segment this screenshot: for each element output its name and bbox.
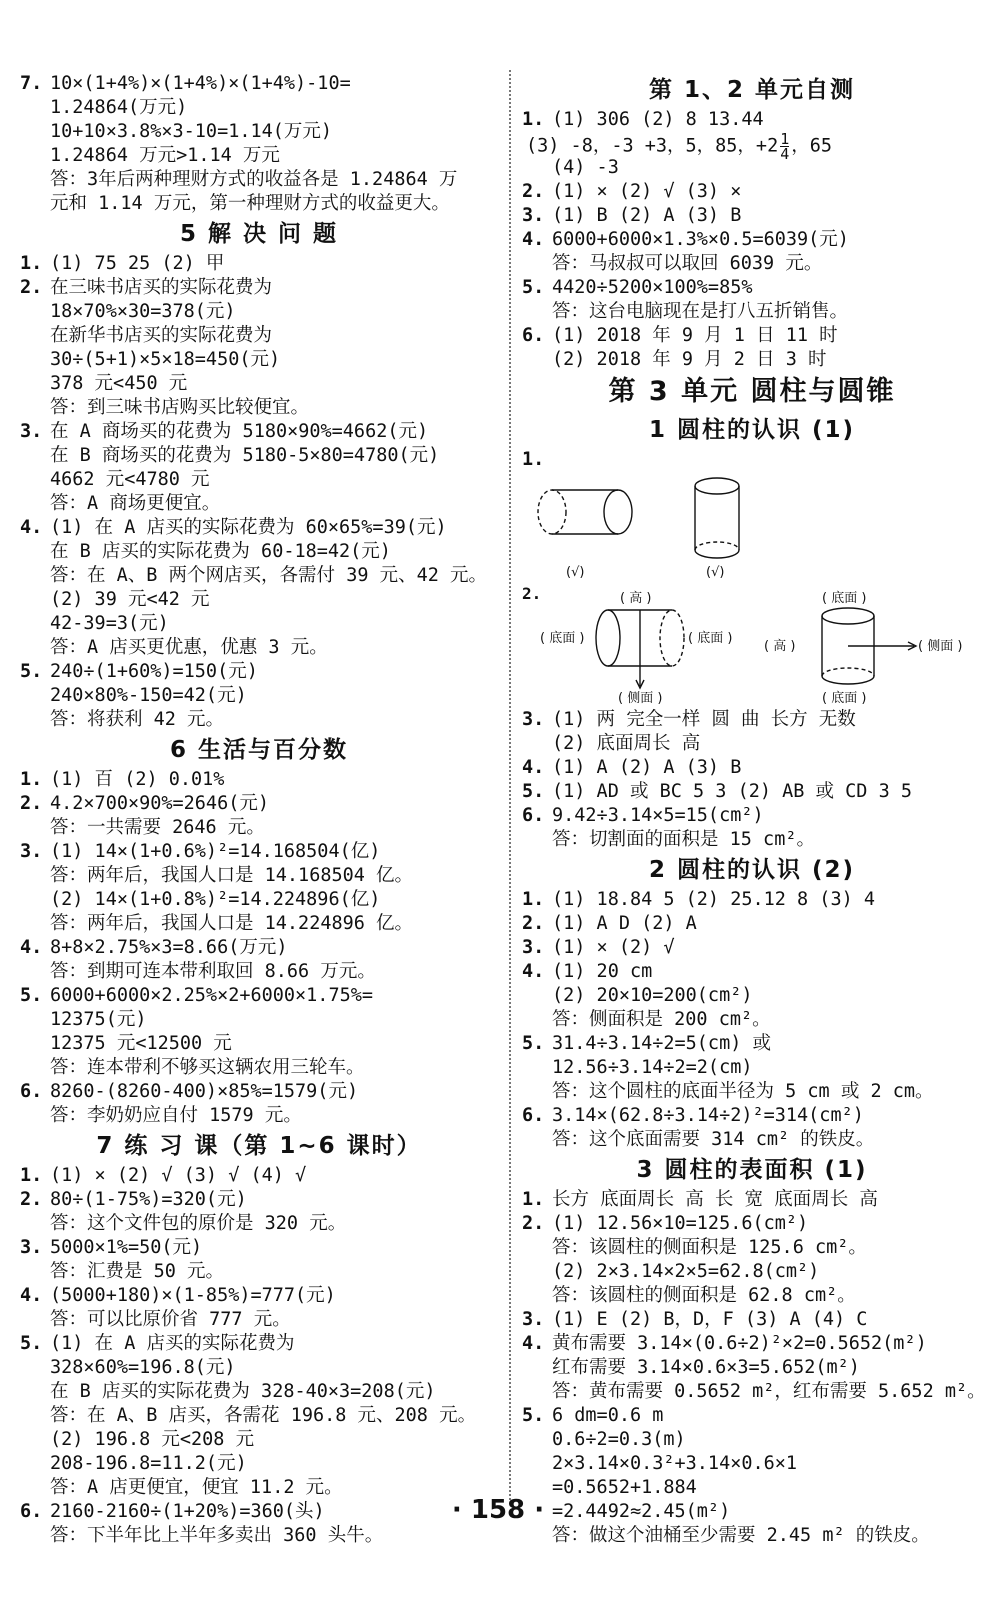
answer-text: 答：A 商场更便宜。 bbox=[50, 493, 221, 514]
answer-line bbox=[20, 396, 498, 420]
question-number: 5. bbox=[522, 1405, 545, 1426]
answer-text: 12375 元<12500 元 bbox=[50, 1033, 232, 1054]
answer-text: 1.24864(万元) bbox=[50, 97, 188, 118]
question-number: 1. bbox=[20, 1165, 43, 1186]
answer-text: 8+8×2.75%×3=8.66(万元) bbox=[50, 937, 288, 958]
answer-line bbox=[20, 660, 498, 684]
answer-text: 2×3.14×0.3²+3.14×0.6×1 bbox=[552, 1453, 798, 1474]
answer-line bbox=[522, 1188, 982, 1212]
question-number: 3. bbox=[20, 1237, 43, 1258]
question-number: 6. bbox=[20, 1081, 43, 1102]
answer-text: (2) 14×(1+0.8%)²=14.224896(亿) bbox=[50, 889, 381, 910]
answer-line bbox=[522, 1452, 982, 1476]
answer-text: 10×(1+4%)×(1+4%)×(1+4%)-10= bbox=[50, 73, 351, 94]
answer-line bbox=[20, 1308, 498, 1332]
answer-line bbox=[20, 96, 498, 120]
cylinder-figure-1 bbox=[522, 472, 982, 590]
question-number: 1. bbox=[522, 109, 545, 130]
question-number: 1. bbox=[20, 253, 43, 274]
answer-line bbox=[522, 276, 982, 300]
answer-text: 3.14×(62.8÷3.14÷2)²=314(cm²) bbox=[552, 1105, 864, 1126]
question-number: 3. bbox=[522, 709, 545, 730]
question-number: 3. bbox=[20, 421, 43, 442]
answer-text: 1.24864 万元>1.14 万元 bbox=[50, 145, 280, 166]
question-number: 2. bbox=[522, 913, 545, 934]
answer-text: 208-196.8=11.2(元) bbox=[50, 1453, 247, 1474]
answer-line bbox=[20, 348, 498, 372]
question-number: 3. bbox=[522, 937, 545, 958]
question-number: 4. bbox=[20, 937, 43, 958]
answer-text: (1) 2018 年 9 月 1 日 11 时 bbox=[552, 325, 838, 346]
answer-line bbox=[20, 1452, 498, 1476]
answer-text: 30÷(5+1)×5×18=450(元) bbox=[50, 349, 281, 370]
question-number: 5. bbox=[20, 985, 43, 1006]
answer-line bbox=[522, 324, 982, 348]
answer-line bbox=[20, 768, 498, 792]
answer-line bbox=[20, 792, 498, 816]
answer-text: 答：两年后，我国人口是 14.224896 亿。 bbox=[50, 913, 414, 934]
vertical-cylinder bbox=[695, 478, 739, 558]
page-number: · 158 · bbox=[451, 1495, 545, 1525]
answer-line bbox=[20, 1260, 498, 1284]
check-mark-right: (√) bbox=[706, 565, 725, 580]
answer-line bbox=[20, 300, 498, 324]
answer-line bbox=[20, 684, 498, 708]
answer-text: 在新华书店买的实际花费为 bbox=[50, 325, 273, 346]
section-heading: 6 生活与百分数 bbox=[169, 737, 348, 763]
answer-text: (1) × (2) √ (3) × bbox=[552, 181, 742, 202]
answer-text: (2) 20×10=200(cm²) bbox=[552, 985, 753, 1006]
answer-line bbox=[20, 1104, 498, 1128]
answer-line bbox=[20, 168, 498, 192]
answer-line bbox=[522, 1080, 982, 1104]
answer-text: 9.42÷3.14×5=15(cm²) bbox=[552, 805, 764, 826]
answer-text: (2) 2×3.14×2×5=62.8(cm²) bbox=[552, 1261, 820, 1282]
question-number: 6. bbox=[522, 805, 545, 826]
cylinder-parts-drawing bbox=[522, 590, 982, 708]
fraction: $\frac{1}{4}$ bbox=[780, 130, 790, 163]
answer-line bbox=[522, 1008, 982, 1032]
question-number: 3. bbox=[522, 1309, 545, 1330]
answer-text: 在三味书店买的实际花费为 bbox=[50, 277, 273, 298]
question-number: 4. bbox=[20, 517, 43, 538]
answer-line bbox=[20, 1236, 498, 1260]
answer-text: (1) B (2) A (3) B bbox=[552, 205, 742, 226]
answer-line bbox=[20, 840, 498, 864]
label-height-right: ( 高 ) bbox=[764, 639, 796, 654]
answer-text: (1) × (2) √ (3) √ (4) √ bbox=[50, 1165, 307, 1186]
answer-line bbox=[20, 1032, 498, 1056]
answer-line bbox=[20, 420, 498, 444]
answer-text: 答：连本带利不够买这辆农用三轮车。 bbox=[50, 1057, 365, 1078]
answer-text: 378 元<450 元 bbox=[50, 373, 188, 394]
answer-text: 6 dm=0.6 m bbox=[552, 1405, 664, 1426]
answer-line bbox=[20, 192, 498, 216]
section-heading: 1 圆柱的认识 (1) bbox=[648, 417, 856, 443]
answer-text: 答：A 店更便宜，便宜 11.2 元。 bbox=[50, 1477, 343, 1498]
answer-line bbox=[522, 1404, 982, 1428]
answer-line bbox=[20, 612, 498, 636]
answer-text: (1) 75 25 (2) 甲 bbox=[50, 253, 225, 274]
question-number: 2. bbox=[20, 793, 43, 814]
question-number: 4. bbox=[522, 961, 545, 982]
answer-line bbox=[522, 1128, 982, 1152]
question-number: 3. bbox=[522, 205, 545, 226]
answer-line bbox=[522, 732, 982, 756]
answer-line bbox=[522, 936, 982, 960]
section-heading: 第 1、2 单元自测 bbox=[648, 77, 856, 103]
question-number: 6. bbox=[522, 325, 545, 346]
question-number: 6. bbox=[20, 1501, 43, 1522]
answer-line bbox=[522, 300, 982, 324]
answer-text: (5000+180)×(1-85%)=777(元) bbox=[50, 1285, 336, 1306]
answer-text: 6000+6000×1.3%×0.5=6039(元) bbox=[552, 229, 849, 250]
answer-line bbox=[522, 912, 982, 936]
answer-text: 答：到期可连本带利取回 8.66 万元。 bbox=[50, 961, 376, 982]
answer-line bbox=[20, 1164, 498, 1188]
answer-text: 答：马叔叔可以取回 6039 元。 bbox=[552, 253, 823, 274]
answer-text: 328×60%=196.8(元) bbox=[50, 1357, 236, 1378]
answer-line bbox=[20, 984, 498, 1008]
answer-text: 240×80%-150=42(元) bbox=[50, 685, 247, 706]
answer-line bbox=[522, 804, 982, 828]
label-base-top: ( 底面 ) bbox=[822, 591, 867, 606]
answer-text: 2160-2160÷(1+20%)=360(头) bbox=[50, 1501, 325, 1522]
answer-line bbox=[20, 888, 498, 912]
label-side-right: ( 侧面 ) bbox=[918, 639, 963, 654]
answer-line bbox=[20, 864, 498, 888]
question-number: 4. bbox=[522, 1333, 545, 1354]
question-number: 1. bbox=[522, 449, 545, 470]
answer-text: =2.4492≈2.45(m²) bbox=[552, 1501, 731, 1522]
answer-text: 12375(元) bbox=[50, 1009, 147, 1030]
answer-text: (1) A (2) A (3) B bbox=[552, 757, 742, 778]
answer-line bbox=[20, 564, 498, 588]
answer-line bbox=[20, 372, 498, 396]
label-base-left: ( 底面 ) bbox=[540, 631, 585, 646]
answer-line bbox=[522, 1428, 982, 1452]
left-column bbox=[20, 72, 498, 1548]
label-base-bottom: ( 底面 ) bbox=[822, 691, 867, 706]
answer-line bbox=[522, 1236, 982, 1260]
answer-line bbox=[522, 1284, 982, 1308]
answer-line bbox=[522, 1332, 982, 1356]
answer-line bbox=[522, 1260, 982, 1284]
answer-text: 答：该圆柱的侧面积是 62.8 cm²。 bbox=[552, 1285, 856, 1306]
answer-line bbox=[522, 108, 982, 132]
question-number: 5. bbox=[522, 781, 545, 802]
answer-line bbox=[20, 816, 498, 840]
answer-text: 答：切割面的面积是 15 cm²。 bbox=[552, 829, 815, 850]
answer-text: (1) 在 A 店买的实际花费为 bbox=[50, 1333, 295, 1354]
answer-line-fraction: (3) -8，-3 +3，5，85，+2 $\frac{1}{4}$ ，65 bbox=[526, 130, 833, 163]
answer-text: (2) 2018 年 9 月 2 日 3 时 bbox=[552, 349, 827, 370]
question-number: 5. bbox=[20, 1333, 43, 1354]
answer-line bbox=[20, 252, 498, 276]
section-heading: 7 练 习 课（第 1~6 课时） bbox=[96, 1133, 422, 1159]
answer-line bbox=[20, 540, 498, 564]
answer-line bbox=[20, 324, 498, 348]
answer-text: 答：这台电脑现在是打八五折销售。 bbox=[552, 301, 849, 322]
question-number: 5. bbox=[20, 661, 43, 682]
answer-line bbox=[522, 228, 982, 252]
answer-text: 80÷(1-75%)=320(元) bbox=[50, 1189, 247, 1210]
horizontal-cylinder bbox=[538, 490, 632, 534]
answer-line bbox=[20, 444, 498, 468]
cylinder-drawings bbox=[522, 472, 982, 590]
answer-text: 5000×1%=50(元) bbox=[50, 1237, 203, 1258]
answer-line bbox=[20, 468, 498, 492]
answer-text: 8260-(8260-400)×85%=1579(元) bbox=[50, 1081, 359, 1102]
answer-line bbox=[20, 1056, 498, 1080]
column-divider bbox=[509, 70, 511, 1500]
answer-text: 在 B 商场买的花费为 5180-5×80=4780(元) bbox=[50, 445, 440, 466]
label-base-right: ( 底面 ) bbox=[688, 631, 733, 646]
answer-text: 答：两年后，我国人口是 14.168504 亿。 bbox=[50, 865, 414, 886]
label-side-bottom: ( 侧面 ) bbox=[618, 691, 663, 706]
answer-text: 答：黄布需要 0.5652 m²，红布需要 5.652 m²。 bbox=[552, 1381, 986, 1402]
question-number: 3. bbox=[20, 841, 43, 862]
section-heading: 3 圆柱的表面积 (1) bbox=[636, 1157, 868, 1183]
answer-text: 10+10×3.8%×3-10=1.14(万元) bbox=[50, 121, 333, 142]
answer-text: 答：3年后两种理财方式的收益各是 1.24864 万 bbox=[50, 169, 458, 190]
question-number: 2. bbox=[20, 277, 43, 298]
section-heading: 第 3 单元 圆柱与圆锥 bbox=[608, 376, 896, 407]
answer-text: 4662 元<4780 元 bbox=[50, 469, 210, 490]
answer-line bbox=[20, 636, 498, 660]
question-number: 4. bbox=[522, 229, 545, 250]
question-number: 4. bbox=[20, 1285, 43, 1306]
section-heading: 5 解 决 问 题 bbox=[179, 221, 339, 247]
answer-line bbox=[20, 144, 498, 168]
answer-text: (1) A D (2) A bbox=[552, 913, 697, 934]
answer-text: 长方 底面周长 高 长 宽 底面周长 高 bbox=[552, 1189, 878, 1210]
answer-line bbox=[522, 888, 982, 912]
answer-line bbox=[20, 1428, 498, 1452]
answer-text: 答：这个圆柱的底面半径为 5 cm 或 2 cm。 bbox=[552, 1081, 934, 1102]
answer-text: 答：可以比原价省 777 元。 bbox=[50, 1309, 291, 1330]
answer-line bbox=[20, 492, 498, 516]
answer-line bbox=[20, 1080, 498, 1104]
answer-line bbox=[20, 1212, 498, 1236]
answer-text: (1) AD 或 BC 5 3 (2) AB 或 CD 3 5 bbox=[552, 781, 913, 802]
answer-text: 答：李奶奶应自付 1579 元。 bbox=[50, 1105, 302, 1126]
answer-line bbox=[20, 1008, 498, 1032]
answer-line bbox=[20, 1404, 498, 1428]
answer-line bbox=[522, 448, 982, 472]
answer-line bbox=[522, 252, 982, 276]
answer-text: 18×70%×30=378(元) bbox=[50, 301, 236, 322]
question-number: 2. bbox=[522, 1213, 545, 1234]
answer-line bbox=[20, 936, 498, 960]
answer-text: 240÷(1+60%)=150(元) bbox=[50, 661, 258, 682]
answer-text: 在 A 商场买的花费为 5180×90%=4662(元) bbox=[50, 421, 429, 442]
answer-text: 答：在 A、B 店买，各需花 196.8 元、208 元。 bbox=[50, 1405, 477, 1426]
answer-text: (1) 在 A 店买的实际花费为 60×65%=39(元) bbox=[50, 517, 447, 538]
answer-line bbox=[20, 960, 498, 984]
answer-text: 在 B 店买的实际花费为 60-18=42(元) bbox=[50, 541, 391, 562]
answer-text: 4.2×700×90%=2646(元) bbox=[50, 793, 269, 814]
question-number: 2. bbox=[522, 181, 545, 202]
horizontal-cylinder-labeled bbox=[596, 610, 684, 688]
answer-line bbox=[522, 1104, 982, 1128]
answer-line bbox=[522, 180, 982, 204]
answer-text: 答：这个文件包的原价是 320 元。 bbox=[50, 1213, 347, 1234]
question-number: 1. bbox=[522, 1189, 545, 1210]
answer-text: 6000+6000×2.25%×2+6000×1.75%= bbox=[50, 985, 374, 1006]
answer-text: 4420÷5200×100%=85% bbox=[552, 277, 753, 298]
answer-text: 答：侧面积是 200 cm²。 bbox=[552, 1009, 771, 1030]
answer-line bbox=[20, 912, 498, 936]
question-number: 1. bbox=[522, 889, 545, 910]
answer-text: 答：一共需要 2646 元。 bbox=[50, 817, 265, 838]
answer-text: (1) 306 (2) 8 13.44 bbox=[552, 109, 764, 130]
answer-text: 答：该圆柱的侧面积是 125.6 cm²。 bbox=[552, 1237, 867, 1258]
answer-text: 在 B 店买的实际花费为 328-40×3=208(元) bbox=[50, 1381, 436, 1402]
answer-line bbox=[522, 828, 982, 852]
answer-text: 42-39=3(元) bbox=[50, 613, 169, 634]
answer-line bbox=[522, 1380, 986, 1404]
answer-line bbox=[20, 1380, 498, 1404]
vertical-cylinder-labeled bbox=[822, 608, 916, 684]
answer-text: (1) 12.56×10=125.6(cm²) bbox=[552, 1213, 809, 1234]
answer-line bbox=[20, 516, 498, 540]
answer-line bbox=[522, 1524, 982, 1548]
answer-text: 元和 1.14 万元，第一种理财方式的收益更大。 bbox=[50, 193, 450, 214]
answer-line bbox=[20, 708, 498, 732]
answer-text: (2) 底面周长 高 bbox=[552, 733, 701, 754]
answer-line bbox=[522, 1056, 982, 1080]
answer-text: (1) 18.84 5 (2) 25.12 8 (3) 4 bbox=[552, 889, 876, 910]
question-number: 1. bbox=[20, 769, 43, 790]
label-height-top: ( 高 ) bbox=[620, 591, 652, 606]
answer-text: (1) 百 (2) 0.01% bbox=[50, 769, 225, 790]
question-number: 2. bbox=[20, 1189, 43, 1210]
answer-text: 答：将获利 42 元。 bbox=[50, 709, 225, 730]
answer-line bbox=[522, 780, 982, 804]
cylinder-figure-2 bbox=[522, 584, 982, 708]
answer-text: (2) 196.8 元<208 元 bbox=[50, 1429, 255, 1450]
answer-text: (2) 39 元<42 元 bbox=[50, 589, 210, 610]
answer-text: 答：汇费是 50 元。 bbox=[50, 1261, 225, 1282]
answer-line bbox=[20, 120, 498, 144]
answer-text: 答：A 店买更优惠，优惠 3 元。 bbox=[50, 637, 328, 658]
question-number: 2. bbox=[522, 584, 542, 603]
section-heading: 2 圆柱的认识 (2) bbox=[648, 857, 856, 883]
answer-text: (1) E (2) B，D，F (3) A (4) C bbox=[552, 1309, 868, 1330]
question-number: 5. bbox=[522, 277, 545, 298]
answer-text: 答：做这个油桶至少需要 2.45 m² 的铁皮。 bbox=[552, 1525, 930, 1546]
answer-line bbox=[522, 156, 982, 180]
answer-text: 答：到三味书店购买比较便宜。 bbox=[50, 397, 310, 418]
answer-text: 红布需要 3.14×0.6×3=5.652(m²) bbox=[552, 1357, 860, 1378]
answer-line bbox=[522, 348, 982, 372]
answer-line bbox=[522, 1212, 982, 1236]
answer-text: (1) × (2) √ bbox=[552, 937, 675, 958]
answer-line bbox=[522, 756, 982, 780]
answer-text: 答：在 A、B 两个网店买，各需付 39 元、42 元。 bbox=[50, 565, 488, 586]
answer-text: (1) 20 cm bbox=[552, 961, 653, 982]
question-number: 7. bbox=[20, 73, 43, 94]
answer-text: 黄布需要 3.14×(0.6÷2)²×2=0.5652(m²) bbox=[552, 1333, 927, 1354]
answer-text: 0.6÷2=0.3(m) bbox=[552, 1429, 686, 1450]
answer-line bbox=[522, 1356, 982, 1380]
answer-line bbox=[20, 72, 498, 96]
answer-line bbox=[20, 1332, 498, 1356]
answer-text: 答：这个底面需要 314 cm² 的铁皮。 bbox=[552, 1129, 875, 1150]
answer-line bbox=[20, 588, 498, 612]
answer-line bbox=[522, 1308, 982, 1332]
question-number: 5. bbox=[522, 1033, 545, 1054]
answer-text: =0.5652+1.884 bbox=[552, 1477, 697, 1498]
question-number: 4. bbox=[522, 757, 545, 778]
answer-line bbox=[522, 984, 982, 1008]
answer-text: (1) 两 完全一样 圆 曲 长方 无数 bbox=[552, 709, 856, 730]
answer-line bbox=[20, 276, 498, 300]
right-column bbox=[522, 72, 986, 1548]
answer-text: (1) 14×(1+0.6%)²=14.168504(亿) bbox=[50, 841, 381, 862]
answer-text: 31.4÷3.14÷2=5(cm) 或 bbox=[552, 1033, 771, 1054]
answer-line bbox=[20, 1356, 498, 1380]
question-number: 6. bbox=[522, 1105, 545, 1126]
answer-text: (4) -3 bbox=[552, 157, 619, 178]
answer-line bbox=[522, 204, 982, 228]
answer-text: 答：下半年比上半年多卖出 360 头牛。 bbox=[50, 1525, 384, 1546]
answer-line bbox=[20, 1524, 498, 1548]
answer-line bbox=[522, 960, 982, 984]
answer-line bbox=[522, 1032, 982, 1056]
answer-text: 12.56÷3.14÷2=2(cm) bbox=[552, 1057, 753, 1078]
check-mark-left: (√) bbox=[566, 565, 585, 580]
answer-line bbox=[20, 1188, 498, 1212]
answer-line bbox=[20, 1284, 498, 1308]
answer-line bbox=[522, 708, 982, 732]
